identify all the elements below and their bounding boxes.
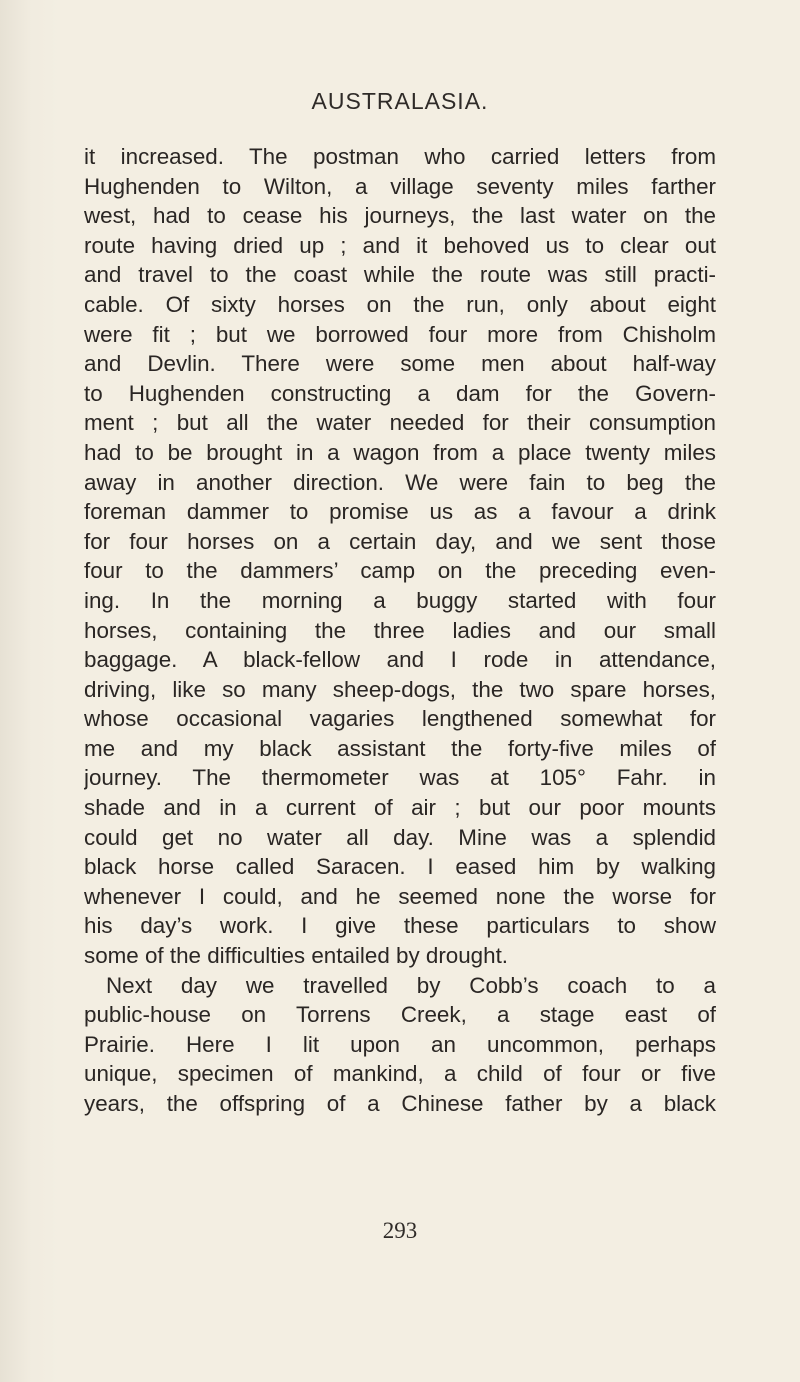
text-line: journey. The thermometer was at 105° Fahr. in [84, 765, 716, 791]
text-line: west, had to cease his journeys, the last water on the [84, 203, 716, 229]
text-line: foreman dammer to promise us as a favour a drink [84, 499, 716, 525]
text-line: four to the dammers’ camp on the preceding even- [84, 558, 716, 584]
running-head: AUSTRALASIA. [311, 88, 489, 114]
text-line: and Devlin. There were some men about half-way [84, 351, 716, 377]
text-line: ment ; but all the water needed for their consumption [84, 410, 716, 436]
text-line: shade and in a current of air ; but our poor mounts [84, 795, 716, 821]
text-line: for four horses on a certain day, and we sent those [84, 528, 716, 554]
text-line: whose occasional vagaries lengthened somewhat for [84, 706, 716, 732]
text-line: away in another direction. We were fain to beg the [84, 469, 716, 495]
text-line: horses, containing the three ladies and our small [84, 617, 716, 643]
text-line: public-house on Torrens Creek, a stage east of [84, 1002, 716, 1028]
text-line: were fit ; but we borrowed four more from Chisholm [84, 321, 716, 347]
text-line: had to be brought in a wagon from a place twenty miles [84, 439, 716, 465]
text-line: it increased. The postman who carried letters from [84, 144, 716, 169]
text-line: me and my black assistant the forty-five miles of [84, 735, 716, 761]
text-line: could get no water all day. Mine was a splendid [84, 824, 716, 850]
text-line: Hughenden to Wilton, a village seventy miles farther [84, 173, 716, 199]
text-line: ing. In the morning a buggy started with four [84, 587, 716, 613]
body-text [84, 142, 716, 1119]
text-line: years, the offspring of a Chinese father by a black [84, 1091, 716, 1116]
text-line: route having dried up ; and it behoved us to clear out [84, 232, 716, 258]
text-line: baggage. A black-fellow and I rode in attendance, [84, 647, 716, 673]
text-line: unique, specimen of mankind, a child of four or five [84, 1061, 716, 1087]
text-line: some of the difficulties entailed by drought. [84, 943, 509, 969]
text-line: driving, like so many sheep-dogs, the two spare horses, [84, 676, 716, 702]
text-line: cable. Of sixty horses on the run, only about eight [84, 291, 716, 317]
text-line: Prairie. Here I lit upon an uncommon, perhaps [84, 1031, 716, 1057]
text-line: his day’s work. I give these particulars to show [84, 913, 716, 939]
text-line: Next day we travelled by Cobb’s coach to a [106, 972, 716, 998]
text-line: and travel to the coast while the route was still practi- [84, 262, 716, 288]
page-number: 293 [382, 1218, 418, 1243]
text-line: black horse called Saracen. I eased him by walking [84, 854, 716, 880]
text-line: whenever I could, and he seemed none the worse for [84, 883, 716, 909]
text-line: to Hughenden constructing a dam for the Govern- [84, 380, 716, 406]
